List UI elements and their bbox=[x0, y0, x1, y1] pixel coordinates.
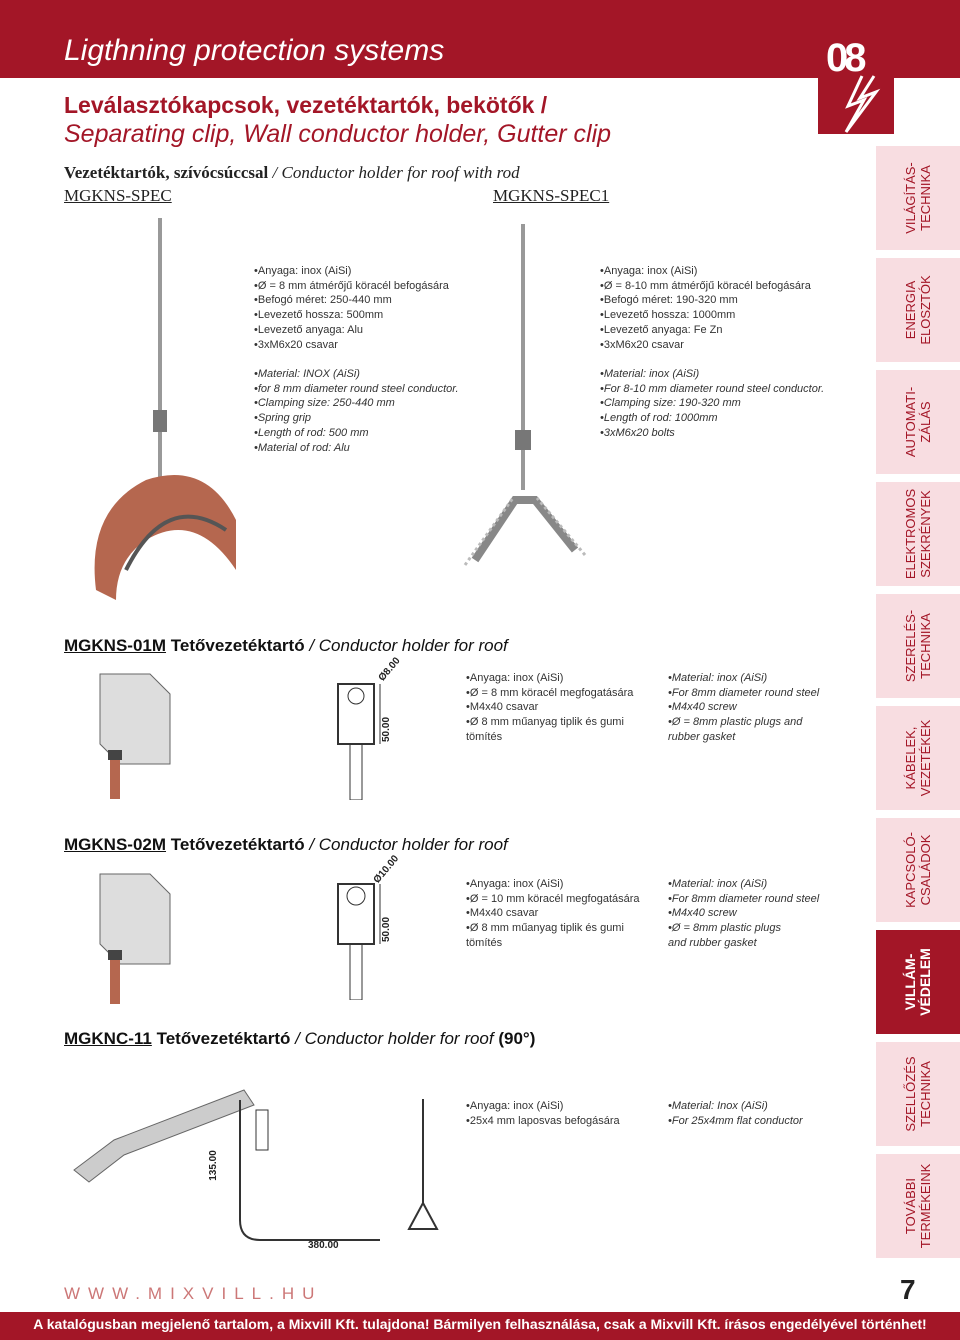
side-tab-kabelek-vezetekek[interactable] bbox=[876, 706, 960, 810]
section-02m-name-hu: Tetővezetéktartó bbox=[170, 835, 305, 854]
spec-right-en-list bbox=[600, 367, 824, 441]
list-item: • Anyaga: inox (AiSi) bbox=[600, 264, 811, 279]
list-item: • Material: INOX (AiSi) bbox=[254, 367, 459, 382]
side-tab-label-line1: VILÁGÍTÁS- bbox=[903, 162, 918, 234]
spec-left-hu-list bbox=[254, 264, 449, 352]
side-tab-label bbox=[903, 275, 933, 344]
list-item: • Material: Inox (AiSi) bbox=[668, 1099, 803, 1114]
section-c11-angle: (90°) bbox=[498, 1029, 536, 1048]
footer-notice-bar bbox=[0, 1312, 960, 1340]
side-tab-label-line1: KAPCSOLÓ- bbox=[903, 832, 918, 908]
chapter-badge bbox=[818, 20, 894, 134]
product-image-01m bbox=[80, 664, 200, 804]
list-item: • 25x4 mm laposvas befogására bbox=[466, 1114, 620, 1129]
dim-length-02m: 50.00 bbox=[381, 916, 393, 943]
list-item: • Ø = 8 mm köracél megfogatására bbox=[466, 686, 633, 701]
side-tab-label bbox=[903, 610, 933, 682]
list-item: • M4x40 csavar bbox=[466, 906, 640, 921]
spec-02m-en-list bbox=[668, 877, 819, 951]
list-item: • For 8mm diameter round steel bbox=[668, 892, 819, 907]
list-item: • Levezető anyaga: Alu bbox=[254, 323, 449, 338]
page-heading-en: Separating clip, Wall conductor holder, Gutter clip bbox=[64, 120, 612, 148]
list-item: • Ø 8 mm műanyag tiplik és gumi tömítés bbox=[466, 715, 626, 744]
code-mgkns-02m: MGKNS-02M bbox=[64, 835, 167, 854]
side-tab-label-line1: ELEKTROMOS bbox=[903, 488, 918, 580]
list-item: • Anyaga: inox (AiSi) bbox=[466, 1099, 620, 1114]
section-01m-title bbox=[64, 636, 508, 656]
list-item: • Ø = 8 mm átmérőjű köracél befogására bbox=[254, 279, 449, 294]
list-item: • 3xM6x20 bolts bbox=[600, 426, 824, 441]
side-tab-label bbox=[903, 489, 933, 579]
list-item: • Ø = 10 mm köracél megfogatására bbox=[466, 892, 640, 907]
side-tab-label-line2: ELOSZTÓK bbox=[918, 275, 933, 345]
side-tab-vilagitastechnika[interactable] bbox=[876, 146, 960, 250]
side-tab-szellozestechnika[interactable] bbox=[876, 1042, 960, 1146]
section-c11-name-hu: Tetővezetéktartó bbox=[156, 1029, 291, 1048]
list-item: • For 25x4mm flat conductor bbox=[668, 1114, 803, 1129]
spec-01m-hu-list bbox=[466, 671, 633, 745]
page-banner-title: Ligthning protection systems bbox=[64, 34, 445, 67]
drawing-c11-front bbox=[395, 1095, 455, 1245]
page-number: 7 bbox=[900, 1274, 916, 1305]
side-tab-kapcsolocsaladok[interactable] bbox=[876, 818, 960, 922]
side-tab-label bbox=[903, 832, 933, 908]
list-item: • Befogó méret: 250-440 mm bbox=[254, 293, 449, 308]
list-item: • Anyaga: inox (AiSi) bbox=[466, 671, 633, 686]
page-heading-hu: Leválasztókapcsok, vezetéktartók, bekötők / bbox=[64, 92, 548, 118]
side-tab-label-line2: SZEKRÉNYEK bbox=[918, 490, 933, 578]
code-mgkns-spec1: MGKNS-SPEC1 bbox=[493, 186, 610, 205]
dim-length-01m: 50.00 bbox=[381, 716, 393, 743]
side-tab-automatizalas[interactable] bbox=[876, 370, 960, 474]
drawing-c11-side bbox=[220, 1090, 390, 1250]
list-item: • Material: inox (AiSi) bbox=[668, 671, 828, 686]
section-02m-name-en: / Conductor holder for roof bbox=[309, 835, 508, 854]
spec-02m-hu-list bbox=[466, 877, 640, 951]
spec-left-en-list bbox=[254, 367, 459, 455]
spec-01m-en-list bbox=[668, 671, 828, 745]
list-item: • M4x40 csavar bbox=[466, 700, 633, 715]
side-tab-label-line1: ENERGIA bbox=[903, 280, 918, 340]
section-c11-title bbox=[64, 1029, 535, 1049]
list-item: • Ø = 8mm plastic plugs and rubber gasket bbox=[668, 715, 828, 744]
side-tab-villamvedelem[interactable] bbox=[876, 930, 960, 1034]
list-item: • 3xM6x20 csavar bbox=[600, 338, 811, 353]
section-01m-name-hu: Tetővezetéktartó bbox=[170, 636, 305, 655]
side-tab-label-line2: TECHNIKA bbox=[918, 1061, 933, 1127]
footer-notice: A katalógusban megjelenő tartalom, a Mixvill Kft. tulajdona! Bármilyen felhasználása, csak a Mixvill Kft. írásos engedélyével történhet! bbox=[33, 1316, 927, 1332]
list-item: • Levezető hossza: 1000mm bbox=[600, 308, 811, 323]
drawing-01m bbox=[330, 660, 410, 800]
side-tab-energia-elosztok[interactable] bbox=[876, 258, 960, 362]
section-rod-title bbox=[64, 163, 520, 183]
section-02m-title bbox=[64, 835, 508, 855]
side-tab-label bbox=[903, 387, 933, 457]
list-item: • Clamping size: 250-440 mm bbox=[254, 396, 459, 411]
side-tab-label-line2: TECHNIKA bbox=[918, 613, 933, 679]
lightning-bolt-icon bbox=[818, 20, 894, 134]
list-item: • Anyaga: inox (AiSi) bbox=[254, 264, 449, 279]
code-mgkns-01m: MGKNS-01M bbox=[64, 636, 167, 655]
product-image-spec1 bbox=[455, 220, 595, 610]
list-item: • Material: inox (AiSi) bbox=[668, 877, 819, 892]
list-item: • for 8 mm diameter round steel conductor. bbox=[254, 382, 459, 397]
list-item: • 3xM6x20 csavar bbox=[254, 338, 449, 353]
side-tab-label-line2: TERMÉKEINK bbox=[918, 1163, 933, 1249]
list-item: • For 8-10 mm diameter round steel conductor. bbox=[600, 382, 824, 397]
code-mgknc-11: MGKNC-11 bbox=[64, 1029, 152, 1048]
spec-c11-hu-list bbox=[466, 1099, 620, 1128]
side-tab-label bbox=[903, 1056, 933, 1131]
section-rod-title-en: / Conductor holder for roof with rod bbox=[272, 163, 520, 182]
side-tab-elektromos-szekrenyek[interactable] bbox=[876, 482, 960, 586]
section-c11-name-en: / Conductor holder for roof bbox=[295, 1029, 494, 1048]
list-item: • Length of rod: 500 mm bbox=[254, 426, 459, 441]
section-rod-title-hu: Vezetéktartók, szívócsúccsal bbox=[64, 163, 269, 182]
footer-url-link[interactable]: WWW.MIXVILL.HU bbox=[64, 1284, 323, 1303]
product-image-02m bbox=[80, 864, 200, 1014]
side-tab-label-line1: AUTOMATI- bbox=[903, 386, 918, 458]
side-tab-label-line2: VÉDELEM bbox=[917, 948, 933, 1016]
side-tab-szerelestechnika[interactable] bbox=[876, 594, 960, 698]
list-item: • Spring grip bbox=[254, 411, 459, 426]
side-tab-label-line1: KÁBELEK, bbox=[903, 726, 918, 790]
side-tab-label-line2: TECHNIKA bbox=[918, 165, 933, 231]
drawing-02m bbox=[330, 860, 410, 1000]
list-item: • Levezető anyaga: Fe Zn bbox=[600, 323, 811, 338]
side-tab-tovabbi-termekeink[interactable] bbox=[876, 1154, 960, 1258]
side-tab-label bbox=[903, 948, 933, 1016]
spec-c11-en-list bbox=[668, 1099, 803, 1128]
side-tab-label-line2: ZÁLÁS bbox=[918, 401, 933, 443]
list-item: • Material: inox (AiSi) bbox=[600, 367, 824, 382]
list-item: • M4x40 screw bbox=[668, 700, 828, 715]
side-tab-label-line2: VEZETÉKEK bbox=[918, 719, 933, 797]
side-tab-label-line1: TOVÁBBI bbox=[903, 1177, 918, 1235]
list-item: • Material of rod: Alu bbox=[254, 441, 459, 456]
spec-right-hu-list bbox=[600, 264, 811, 352]
list-item: • For 8mm diameter round steel bbox=[668, 686, 828, 701]
side-tab-label bbox=[903, 162, 933, 234]
side-tab-label-line1: SZELLŐZÉS bbox=[903, 1056, 918, 1132]
top-banner bbox=[0, 0, 960, 78]
product-image-spec bbox=[66, 210, 256, 610]
list-item: • M4x40 screw bbox=[668, 906, 819, 921]
side-tab-label bbox=[903, 1164, 933, 1249]
dim-diameter-01m: Ø8.00 bbox=[376, 655, 403, 684]
side-tab-label-line1: VILLÁM- bbox=[902, 953, 918, 1011]
side-tab-label-line2: CSALÁDOK bbox=[918, 834, 933, 906]
code-mgkns-spec: MGKNS-SPEC bbox=[64, 186, 172, 205]
list-item: • Levezető hossza: 500mm bbox=[254, 308, 449, 323]
list-item: • Ø 8 mm műanyag tiplik és gumi tömítés bbox=[466, 921, 626, 950]
dim-diameter-02m: Ø10.00 bbox=[371, 853, 402, 886]
dim-height-c11: 135.00 bbox=[207, 1150, 219, 1181]
list-item: • Length of rod: 1000mm bbox=[600, 411, 824, 426]
side-tab-label-line1: SZERELÉS- bbox=[903, 609, 918, 683]
side-tab-label bbox=[903, 720, 933, 797]
list-item: • Anyaga: inox (AiSi) bbox=[466, 877, 640, 892]
list-item: • Ø = 8-10 mm átmérőjű köracél befogására bbox=[600, 279, 811, 294]
list-item: • Befogó méret: 190-320 mm bbox=[600, 293, 811, 308]
list-item: • Clamping size: 190-320 mm bbox=[600, 396, 824, 411]
list-item: • Ø = 8mm plastic plugs and rubber gasket bbox=[668, 921, 798, 950]
chapter-number: 08 bbox=[826, 36, 863, 80]
section-01m-name-en: / Conductor holder for roof bbox=[309, 636, 508, 655]
dim-width-c11: 380.00 bbox=[308, 1240, 339, 1251]
